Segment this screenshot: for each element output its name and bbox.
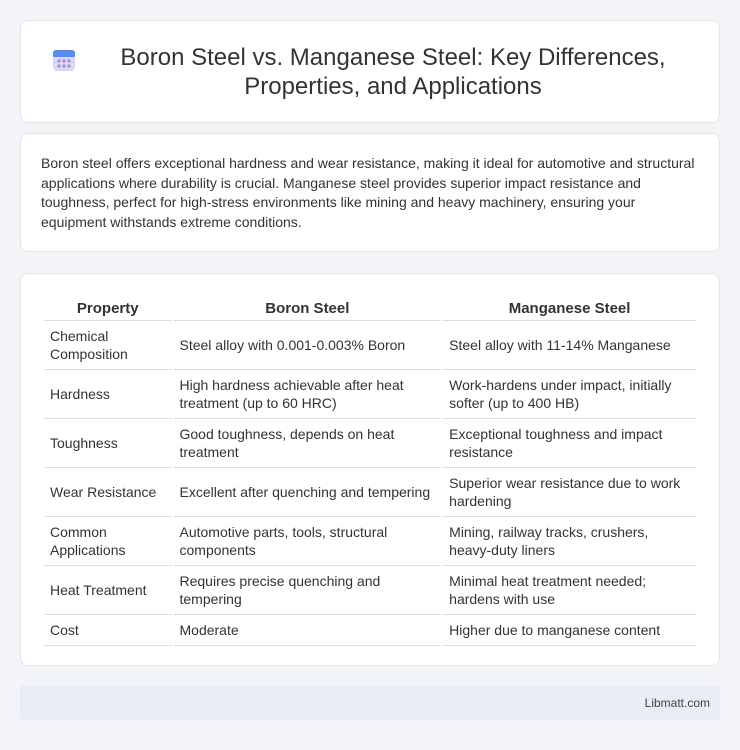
manganese-cell: Exceptional toughness and impact resistance [443,419,696,468]
footer [20,686,720,720]
table-row [44,615,696,646]
table-row [44,419,696,468]
table-row [44,566,696,615]
manganese-cell: Higher due to manganese content [443,615,696,646]
boron-cell: Excellent after quenching and tempering [174,468,442,517]
footer-site-link[interactable]: Libmatt.com [644,696,710,710]
manganese-cell: Work-hardens under impact, initially softer (up to 400 HB) [443,370,696,419]
property-cell: Common Applications [44,517,172,566]
property-cell: Chemical Composition [44,321,172,370]
table-row [44,517,696,566]
property-cell: Toughness [44,419,172,468]
boron-cell: Automotive parts, tools, structural components [174,517,442,566]
boron-cell: Moderate [174,615,442,646]
property-cell: Wear Resistance [44,468,172,517]
header-property: Property [44,294,172,321]
table-row [44,468,696,517]
manganese-cell: Steel alloy with 11-14% Manganese [443,321,696,370]
table-row [44,370,696,419]
boron-cell: Requires precise quenching and tempering [174,566,442,615]
boron-cell: High hardness achievable after heat treatment (up to 60 HRC) [174,370,442,419]
property-cell: Heat Treatment [44,566,172,615]
header-manganese-steel: Manganese Steel [443,294,696,321]
calendar-icon [50,46,78,74]
header-boron-steel: Boron Steel [174,294,442,321]
manganese-cell: Superior wear resistance due to work hardening [443,468,696,517]
title-card [20,20,720,123]
page-title: Boron Steel vs. Manganese Steel: Key Differences, Properties, and Applications [120,43,666,100]
manganese-cell: Mining, railway tracks, crushers, heavy-duty liners [443,517,696,566]
manganese-cell: Minimal heat treatment needed; hardens with use [443,566,696,615]
intro-paragraph: Boron steel offers exceptional hardness and wear resistance, making it ideal for automotive and structural applications where durability is crucial. Manganese steel provides superior impact resistance and toughness, perfect for high-stress environments like mining and heavy machinery, ensuring your equipment withstands extreme conditions. [41,155,695,230]
boron-cell: Steel alloy with 0.001-0.003% Boron [174,321,442,370]
boron-cell: Good toughness, depends on heat treatment [174,419,442,468]
table-header-row [44,294,696,321]
title-wrap [50,43,690,101]
intro-card [20,133,720,252]
comparison-table [42,294,698,646]
comparison-card [20,273,720,666]
table-row [44,321,696,370]
property-cell: Cost [44,615,172,646]
property-cell: Hardness [44,370,172,419]
